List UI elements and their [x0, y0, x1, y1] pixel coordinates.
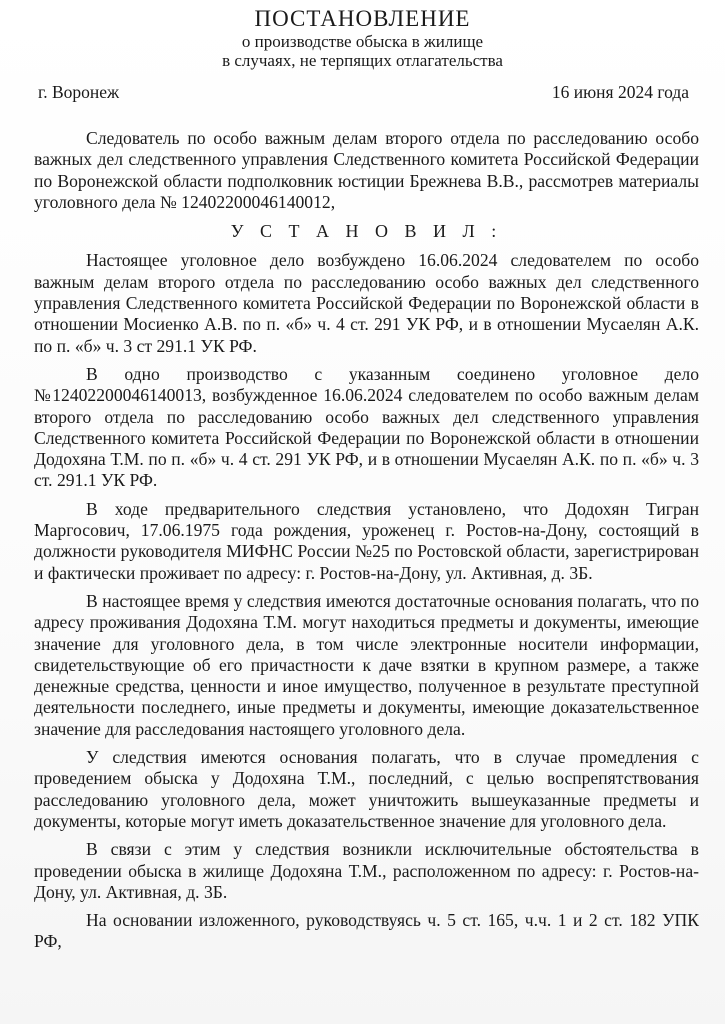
document-subtitle-line2: в случаях, не терпящих отлагательства [222, 51, 503, 70]
paragraph: В связи с этим у следствия возникли исключительные обстоятельства в проведении обыска в жилище Додохяна Т.М., расположенном по адресу: г. Ростов-на-Дону, ул. Активная, д. 3Б. [34, 839, 699, 902]
section-title: У С Т А Н О В И Л : [230, 221, 503, 242]
document-body [34, 128, 699, 953]
place-date-row [38, 82, 689, 108]
paragraph: В одно производство с указанным соединено уголовное дело №12402200046140013, возбужденное 16.06.2024 следователем по особо важным делам второго отдела по расследованию особо важных дел следственного управления Следственного комитета Российской Федерации по Воронежской области в отношении Додохяна Т.М. по п. «б» ч. 4 ст. 291 УК РФ, и в отношении Мусаелян А.К. по п. «б» ч. 3 ст. 291.1 УК РФ. [34, 363, 699, 491]
document-title: ПОСТАНОВЛЕНИЕ [254, 6, 471, 31]
document-date: 16 июня 2024 года [551, 82, 689, 102]
paragraph: Настоящее уголовное дело возбуждено 16.06.2024 следователем по особо важным делам второго отдела по расследованию особо важных дел следственного управления Следственного комитета Российской Федерации по Воронежской области в отношении Мосиенко А.В. по п. «б» ч. 4 ст. 291 УК РФ, и в отношении Мусаелян А.К. по п. «б» ч. 3 ст 291.1 УК РФ. [34, 250, 699, 356]
intro-paragraph: Следователь по особо важным делам второго отдела по расследованию особо важных дел следственного управления Следственного комитета Российской Федерации по Воронежской области подполковник юстиции Брежнева В.В., рассмотрев материалы уголовного дела № 12402200046140012, [34, 128, 699, 212]
document-subtitle-line1: о производстве обыска в жилище [241, 32, 484, 51]
paragraph: В ходе предварительного следствия установлено, что Додохян Тигран Маргосович, 17.06.1975 года рождения, уроженец г. Ростов-на-Дону, состоящий в должности руководителя МИФНС России №25 по Ростовской области, зарегистрирован и фактически проживает по адресу: г. Ростов-на-Дону, ул. Активная, д. 3Б. [34, 498, 699, 583]
paragraph: На основании изложенного, руководствуясь ч. 5 ст. 165, ч.ч. 1 и 2 ст. 182 УПК РФ, [34, 910, 699, 952]
paragraph: У следствия имеются основания полагать, что в случае промедления с проведением обыска у Додохяна Т.М., последний, с целью воспрепятствования расследованию уголовного дела, может уничтожить вышеуказанные предметы и документы, которые могут иметь доказательственное значение для уголовного дела. [34, 747, 699, 831]
paragraph: В настоящее время у следствия имеются достаточные основания полагать, что по адресу проживания Додохяна Т.М. могут находиться предметы и документы, имеющие значение для уголовного дела, в том числе электронные носители информации, свидетельствующие об его причастности к даче взятки в крупном размере, а также денежные средства, ценности и иное имущество, полученное в результате преступной деятельности последнего, иные предметы и документы, имеющие доказательственное значение для расследования настоящего уголовного дела. [34, 590, 699, 739]
document-place: г. Воронеж [38, 82, 120, 102]
document-header [0, 6, 725, 70]
